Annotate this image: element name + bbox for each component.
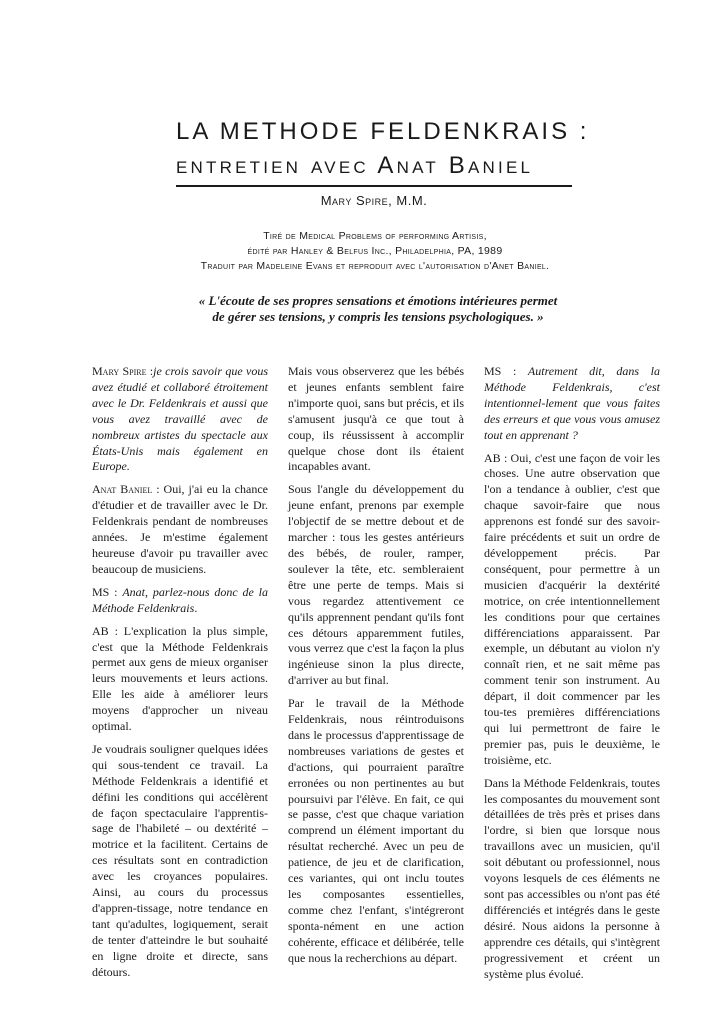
- question-text: je crois savoir que vous avez étudié et collaboré étroitement avec le Dr. Feldenkrais et aussi que vous avez travaillé avec de nombreux artistes du spectacle aux États-Unis mais également en Europe.: [92, 364, 268, 474]
- punctuation: .: [194, 600, 198, 615]
- column-2: [288, 364, 464, 974]
- speaker-label: Mary Spire :: [92, 364, 154, 378]
- article-title: LA METHODE FELDENKRAIS :: [176, 118, 590, 145]
- source-line-2: édité par Hanley & Belfus Inc., Philadelphia, PA, 1989: [247, 245, 503, 257]
- source-note: [150, 229, 600, 274]
- question-text: Autrement dit, dans la Méthode Feldenkrais, c'est intentionnel-lement que vous faites des erreurs et que vous vous amusez tout en apprenant ?: [484, 364, 660, 442]
- answer-text: Oui, j'ai eu la chance d'étudier et de travailler avec le Dr. Feldenkrais pendant de nombreuses années. Je m'estime également heureuse d'avoir pu travailler avec beaucoup de musiciens.: [92, 482, 268, 576]
- paragraph: [92, 364, 268, 475]
- paragraph: Sous l'angle du développement du jeune enfant, prenons par exemple l'objectif de se mettre debout et de marcher : tous les gestes antérieurs des bébés, de rouler, ramper, soulever la tête, etc. sembleraient être une perte de temps. Mais si vous regardez attentivement ce qu'ils apprennent pendant qu'ils font ces détours apparemment futiles, vous verrez que c'est la façon la plus ingénieuse sinon la plus directe, d'arriver au but final.: [288, 482, 464, 688]
- article-subtitle: entretien avec Anat Baniel: [176, 152, 534, 179]
- column-1: [92, 364, 268, 988]
- paragraph: [92, 482, 268, 577]
- column-3: [484, 364, 660, 989]
- paragraph: AB : Oui, c'est une façon de voir les choses. Une autre observation que l'on a tendance à oublier, c'est que chaque savoir-faire que nous apprenons est fondé sur des savoir-faire précédents et suit un ordre de développement précis. Par conséquent, pour permettre à un musicien d'acquérir la dextérité motrice, on crée intentionnellement les conditions pour que certaines différenciations apparaissent. Par exemple, un débutant au violon n'y connaît rien, et ne sait même pas comment tenir son instrument. Au départ, il doit commencer par les tou-tes premières différenciations qui lui permettront de faire le premier pas, puis le deuxième, le troisième, etc.: [484, 450, 660, 767]
- speaker-label: MS :: [92, 584, 123, 599]
- title-rule: [176, 185, 572, 187]
- paragraph: Dans la Méthode Feldenkrais, toutes les composantes du mouvement sont détaillées de très près et prises dans l'ordre, si bien que lorsque nous travaillons avec un musicien, qu'il soit débutant ou professionnel, nous voyons lesquels de ces éléments ne sont pas accessibles ou n'ont pas été différenciés et intégrés dans le geste désiré. Nous aidons la personne à apprendre ces détails, qui s'intègrent progressivement et créent un système plus évolué.: [484, 775, 660, 981]
- paragraph: AB : L'explication la plus simple, c'est que la Méthode Feldenkrais permet aux gens de mieux organiser leurs mouvements et leurs actions. Elle les aide à améliorer leurs moyens d'approcher un niveau optimal.: [92, 623, 268, 734]
- author-line: Mary Spire, M.M.: [320, 193, 428, 208]
- paragraph: Je voudrais souligner quelques idées qui sous-tendent ce travail. La Méthode Feldenkrais a identifié et défini les conditions qui accélèrent de façon spectaculaire l'apprentis-sage de l'habileté – ou dextérité – motrice et la facilitent. Certains de ces résultats sont en contradiction avec les croyances populaires. Ainsi, au cours du processus d'appren-tissage, notre tendance en tant qu'adultes, logiquement, serait de tenter d'atteindre le but souhaité en ligne droite et directe, sans détours.: [92, 741, 268, 979]
- paragraph: [92, 585, 268, 617]
- speaker-label: MS :: [484, 364, 528, 378]
- question-text: Anat, parlez-nous donc de la Méthode Feldenkrais: [92, 584, 268, 615]
- paragraph: [484, 364, 660, 444]
- source-line-1: Tiré de Medical Problems of performing Artisis,: [263, 230, 487, 242]
- speaker-label: Anat Baniel :: [92, 482, 160, 497]
- source-line-3: Traduit par Madeleine Evans et reproduit avec l'autorisation d'Anet Baniel.: [200, 260, 550, 272]
- paragraph: Mais vous observerez que les bébés et jeunes enfants semblent faire n'importe quoi, sans but précis, et ils s'amusent jusqu'à ce que tout à coup, ils réussissent à accomplir quelque chose dont ils étaient incapables avant.: [288, 364, 464, 474]
- paragraph: Par le travail de la Méthode Feldenkrais, nous réintroduisons dans le processus d'apprentissage de nombreuses variations de gestes et d'actions, qui pourraient paraître erronées ou non pertinentes au but poursuivi par l'élève. En fait, ce qui se passe, c'est que chaque variation comprend un élément important du résultat recherché. Avec un peu de patience, de jeu et de clarification, ces variantes, qui ont inclu toutes les composantes essentielles, comme chez l'enfant, s'intégreront sponta-nément en une action cohérente, efficace et délibérée, telle que nous la recherchions au départ.: [288, 696, 464, 965]
- pull-quote: « L'écoute de ses propres sensations et émotions intérieures permet de gérer ses tensions, y compris les tensions psychologiques. »: [198, 293, 558, 324]
